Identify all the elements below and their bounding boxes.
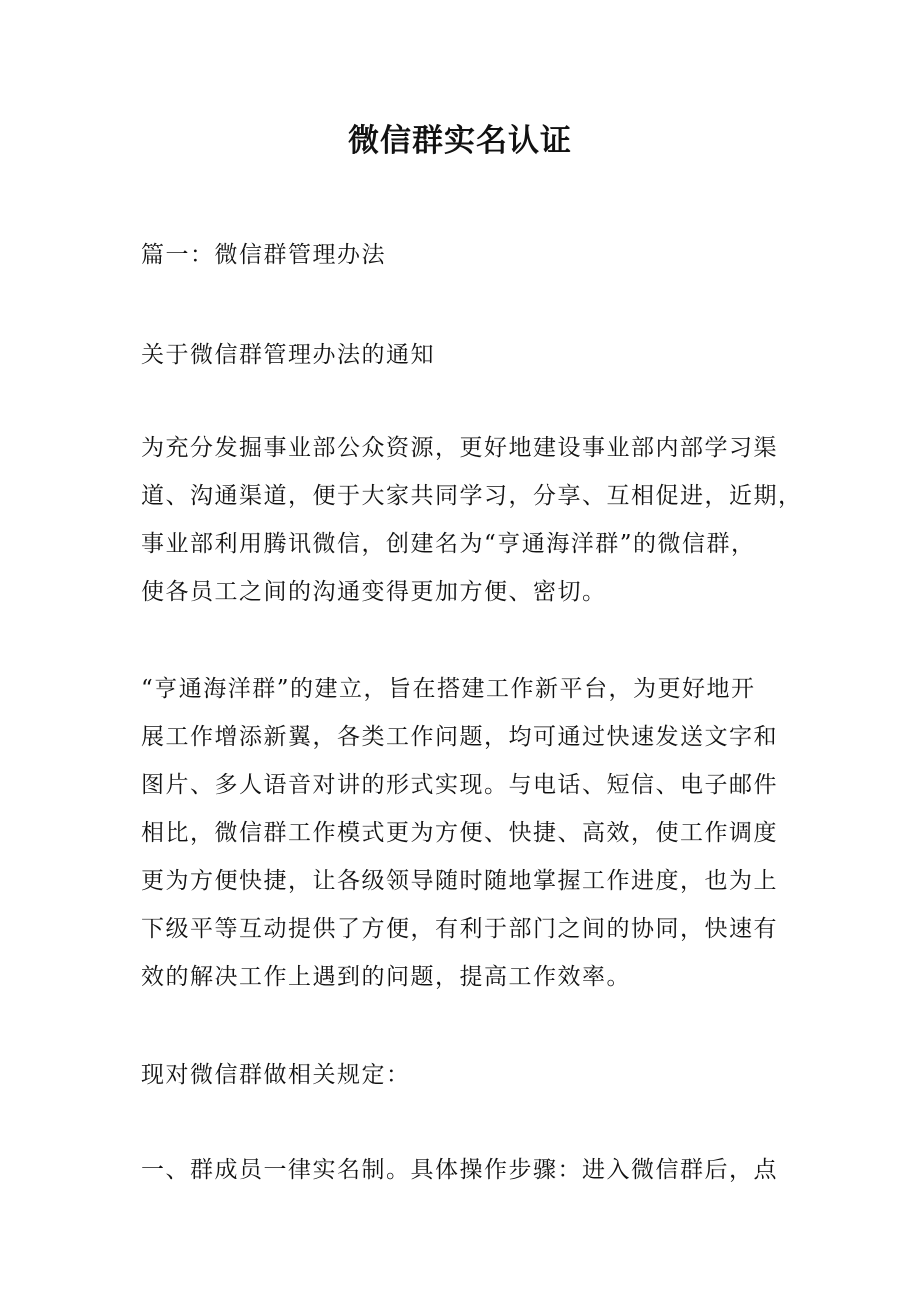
- paragraph-1-line: 为充分发掘事业部公众资源，更好地建设事业部内部学习渠: [141, 435, 778, 461]
- paragraph-1-line: 使各员工之间的沟通变得更加方便、密切。: [141, 579, 607, 605]
- paragraph-2-line: 展工作增添新翼，各类工作问题，均可通过快速发送文字和: [141, 724, 778, 750]
- paragraph-2-line: 效的解决工作上遇到的问题，提高工作效率。: [141, 964, 631, 990]
- paragraph-2-line: “亨通海洋群”的建立，旨在搭建工作新平台，为更好地开: [141, 676, 756, 702]
- section-heading: 篇一：微信群管理办法: [141, 242, 386, 268]
- paragraph-2-line: 下级平等互动提供了方便，有利于部门之间的协同，快速有: [141, 916, 778, 942]
- notice-title: 关于微信群管理办法的通知: [141, 342, 435, 368]
- paragraph-1-line: 事业部利用腾讯微信，创建名为“亨通海洋群”的微信群，: [141, 531, 756, 557]
- paragraph-2-line: 更为方便快捷，让各级领导随时随地掌握工作进度，也为上: [141, 868, 778, 894]
- paragraph-2-line: 图片、多人语音对讲的形式实现。与电话、短信、电子邮件: [141, 772, 778, 798]
- paragraph-2: [141, 665, 791, 1001]
- rule-1-start: 一、群成员一律实名制。具体操作步骤：进入微信群后，点: [141, 1157, 778, 1183]
- paragraph-1: [141, 424, 803, 616]
- rules-intro: 现对微信群做相关规定：: [141, 1062, 411, 1088]
- paragraph-1-line: 道、沟通渠道，便于大家共同学习，分享、互相促进，近期，: [141, 483, 803, 509]
- paragraph-2-line: 相比，微信群工作模式更为方便、快捷、高效，使工作调度: [141, 820, 778, 846]
- document-title: 微信群实名认证: [348, 123, 572, 159]
